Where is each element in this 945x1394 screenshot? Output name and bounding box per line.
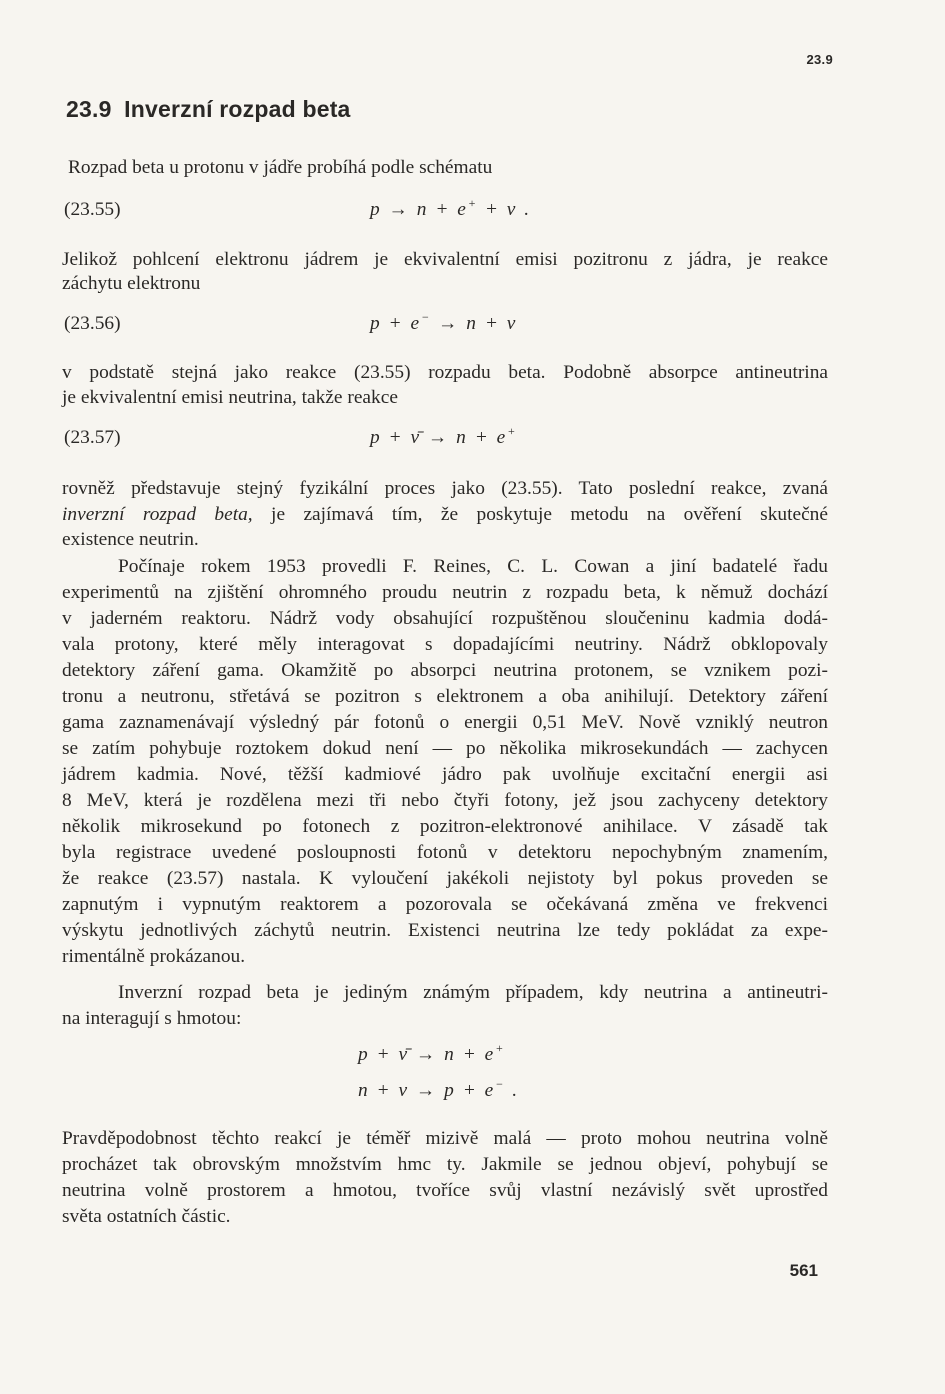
equation-formula: p + e− → n + ν (370, 310, 518, 334)
paragraph-line: se zatím pohybuje roztokem dokud není — po několika mikrosekundách — zachycen (62, 738, 828, 759)
equation-23-55 (64, 196, 830, 227)
equation-label: (23.56) (64, 313, 121, 334)
paragraph-line: procházet tak obrovským množstvím hmc ty. Jakmile se jednou objeví, pohybují se (62, 1154, 828, 1175)
section-title-text: Inverzní rozpad beta (124, 96, 351, 122)
paragraph-line: tronu a neutronu, střetává se pozitron s elektronem a oba anihilují. Detektory záření (62, 686, 828, 707)
paragraph-line: Jelikož pohlcení elektronu jádrem je ekvivalentní emisi pozitronu z jádra, je reakce (62, 249, 828, 270)
paragraph-line: gama zaznamenávají výsledný pár fotonů o energii 0,51 MeV. Nově vzniklý neutron (62, 712, 828, 733)
paragraph-line: rimentálně prokázanou. (62, 946, 246, 967)
paragraph-line: na interagují s hmotou: (62, 1008, 242, 1029)
paragraph-line: 8 MeV, která je rozdělena mezi tři nebo čtyři fotony, jež jsou zachyceny detektory (62, 790, 828, 811)
equation-23-56 (64, 310, 830, 341)
section-title (66, 96, 351, 123)
paragraph-line: Pravděpodobnost těchto reakcí je téměř mizivě malá — proto mohou neutrina volně (62, 1128, 828, 1149)
paragraph-line: experimentů na zjištění ohromného proudu neutrin z rozpadu beta, k němuž dochází (62, 582, 828, 603)
equation-formula: p + ν̄ → n + e+ (370, 424, 518, 448)
paragraph-line: že reakce (23.57) nastala. K vyloučení jakékoli nejistoty byl pokus proveden se (62, 868, 828, 889)
paragraph-line: výskytu jednotlivých záchytů neutrin. Existenci neutrina lze tedy pokládat za expe- (62, 920, 828, 941)
paragraph-line: vala protony, které měly interagovat s dopadajícími neutriny. Nádrž obklopovaly (62, 634, 828, 655)
paragraph-line: několik mikrosekund po fotonech z pozitron-elektronové anihilace. V zásadě tak (62, 816, 828, 837)
paragraph-line: Inverzní rozpad beta je jediným známým případem, kdy neutrina a antineutri- (118, 982, 828, 1003)
paragraph-line: v podstatě stejná jako reakce (23.55) rozpadu beta. Podobně absorpce antineutrina (62, 362, 828, 383)
paragraph-line: Počínaje rokem 1953 provedli F. Reines, C. L. Cowan a jiní badatelé řadu (118, 556, 828, 577)
paragraph-line: existence neutrin. (62, 529, 199, 550)
paragraph-line: záchytu elektronu (62, 273, 201, 294)
equation-formula: p → n + e+ + ν . (370, 196, 532, 220)
equation-label: (23.57) (64, 427, 121, 448)
equation-23-57 (64, 424, 830, 455)
equation-label: (23.55) (64, 199, 121, 220)
paragraph-line: jádrem kadmia. Nové, těžší kadmiové jádro pak uvolňuje excitační energii asi (62, 764, 828, 785)
emphasis-term: inverzní rozpad beta, (62, 504, 253, 525)
paragraph-line: v jaderném reaktoru. Nádrž vody obsahující rozpuštěnou sloučeninu kadmia dodá- (62, 608, 828, 629)
paragraph-line: inverzní rozpad beta, je zajímavá tím, že poskytuje metodu na ověření skutečné (62, 504, 828, 525)
running-head: 23.9 (806, 52, 833, 67)
equation-antineutrino-capture: p + ν̄ → n + e+ (358, 1041, 506, 1065)
intro-line: Rozpad beta u protonu v jádře probíhá podle schématu (68, 157, 493, 178)
paragraph-line: světa ostatních částic. (62, 1206, 231, 1227)
paragraph-line: je ekvivalentní emisi neutrina, takže reakce (62, 387, 398, 408)
paragraph-line: rovněž představuje stejný fyzikální proces jako (23.55). Tato poslední reakce, zvaná (62, 478, 828, 499)
paragraph-line: zapnutým i vypnutým reaktorem a pozorovala se očekávaná změna ve frekvenci (62, 894, 828, 915)
section-number: 23.9 (66, 96, 112, 122)
paragraph-line: detektory záření gama. Okamžitě po absorpci neutrina protonem, se vznikem pozi- (62, 660, 828, 681)
paragraph-line: byla registrace uvedené posloupnosti fotonů v detektoru nepochybným znamením, (62, 842, 828, 863)
equation-neutrino-capture: n + ν → p + e− . (358, 1077, 520, 1101)
paragraph-line: neutrina volně prostorem a hmotou, tvoříce svůj vlastní nezávislý svět uprostřed (62, 1180, 828, 1201)
page-number: 561 (789, 1261, 818, 1280)
